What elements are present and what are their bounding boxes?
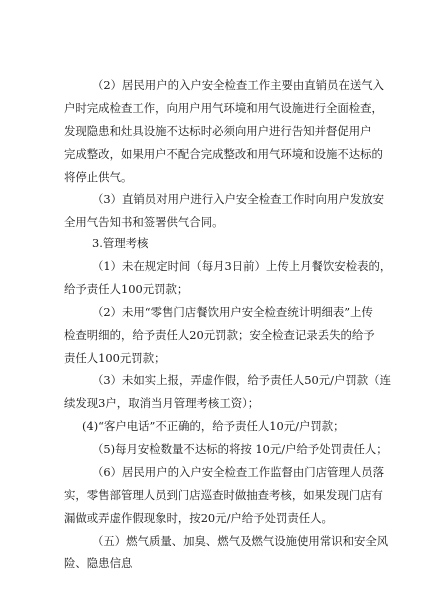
section-heading: 3.管理考核 xyxy=(92,236,149,250)
text-line: 户时完成检查工作，向用户用气环境和用气设施进行全面检查， xyxy=(64,101,383,115)
text-line: 责任人100元罚款； xyxy=(64,351,166,365)
text-line: 发现隐患和灶具设施不达标时必须向用户进行告知并督促用户 xyxy=(64,124,372,138)
text-line: （3）直销员对用户进行入户安全检查工作时向用户发放安 xyxy=(92,192,385,206)
text-line: 险、隐患信息 xyxy=(64,556,133,570)
text-line: 全用气告知书和签署供气合同。 xyxy=(64,215,224,229)
text-line: （1）未在规定时间（每月3日前）上传上月餐饮安检表的， xyxy=(92,259,392,273)
text-line: 完成整改，如果用户不配合完成整改和用气环境和设施不达标的 xyxy=(64,147,383,161)
text-line: 实，零售部管理人员到门店巡查时做抽查考核，如果发现门店有 xyxy=(64,488,383,502)
text-line: 续发现3户，取消当月管理考核工资）； xyxy=(64,396,260,410)
text-line: 漏做或弄虚作假现象时，按20元/户给予处罚责任人。 xyxy=(64,511,333,525)
text-line: （2）未用“零售门店餐饮用户安全检查统计明细表”上传 xyxy=(92,305,373,319)
text-line: （3）未如实上报，弄虚作假，给予责任人50元/户罚款（连 xyxy=(92,373,391,387)
text-line: 检查明细的，给予责任人20元罚款；安全检查记录丢失的给予 xyxy=(64,328,375,342)
text-line: （2）居民用户的入户安全检查工作主要由直销员在送气入 xyxy=(92,78,385,92)
text-line: （6）居民用户的入户安全检查工作监督由门店管理人员落 xyxy=(92,465,385,479)
text-line: （5)每月安检数量不达标的将按 10元/户给予处罚责任人； xyxy=(92,442,388,456)
text-line: 将停止供气。 xyxy=(64,170,133,184)
text-line: (4)“客户电话”不正确的，给予责任人10元/户罚款； xyxy=(82,419,345,433)
text-line: 给予责任人100元罚款； xyxy=(64,282,189,296)
section-heading: （五）燃气质量、加臭、燃气及燃气设施使用常识和安全风 xyxy=(92,534,389,548)
